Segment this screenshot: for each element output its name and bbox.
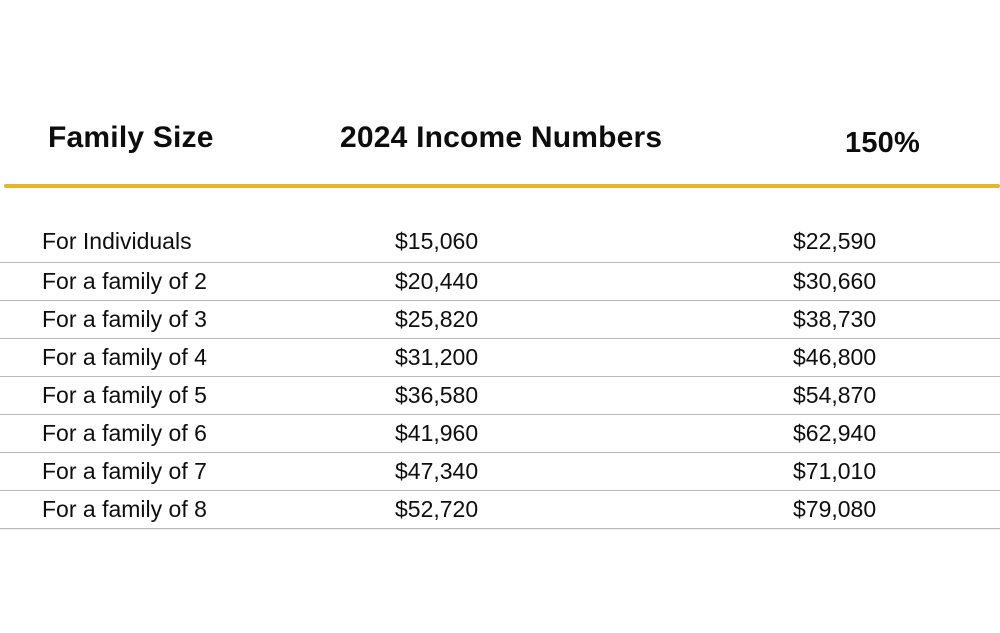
row-income-value: $20,440 (395, 267, 479, 294)
row-income-value: $25,820 (395, 305, 479, 332)
table-row (0, 263, 1000, 301)
row-label: For a family of 5 (42, 381, 207, 408)
row-income-value: $36,580 (395, 381, 479, 408)
row-label: For a family of 8 (42, 495, 207, 522)
row-label: For a family of 2 (42, 267, 207, 294)
row-150pct-value: $54,870 (793, 381, 877, 408)
row-income-value: $52,720 (395, 495, 479, 522)
table-row (0, 339, 1000, 377)
table-row (0, 377, 1000, 415)
row-income-value: $31,200 (395, 343, 479, 370)
row-150pct-value: $71,010 (793, 457, 877, 484)
table-row (0, 188, 1000, 263)
row-150pct-value: $22,590 (793, 227, 877, 254)
column-header-family-size: Family Size (48, 121, 214, 154)
row-150pct-value: $46,800 (793, 343, 877, 370)
column-header-2024-income: 2024 Income Numbers (340, 121, 663, 154)
row-150pct-value: $38,730 (793, 305, 877, 332)
table-body (0, 188, 1000, 529)
column-header-150-percent: 150% (845, 127, 920, 159)
table-row (0, 491, 1000, 529)
row-150pct-value: $79,080 (793, 495, 877, 522)
table-row (0, 415, 1000, 453)
row-label: For a family of 4 (42, 343, 207, 370)
row-label: For a family of 3 (42, 305, 207, 332)
row-label: For a family of 6 (42, 419, 207, 446)
row-income-value: $15,060 (395, 227, 479, 254)
row-150pct-value: $62,940 (793, 419, 877, 446)
row-label: For Individuals (42, 227, 192, 254)
table-row (0, 301, 1000, 339)
row-income-value: $41,960 (395, 419, 479, 446)
row-label: For a family of 7 (42, 457, 207, 484)
table-row (0, 453, 1000, 491)
row-income-value: $47,340 (395, 457, 479, 484)
row-150pct-value: $30,660 (793, 267, 877, 294)
